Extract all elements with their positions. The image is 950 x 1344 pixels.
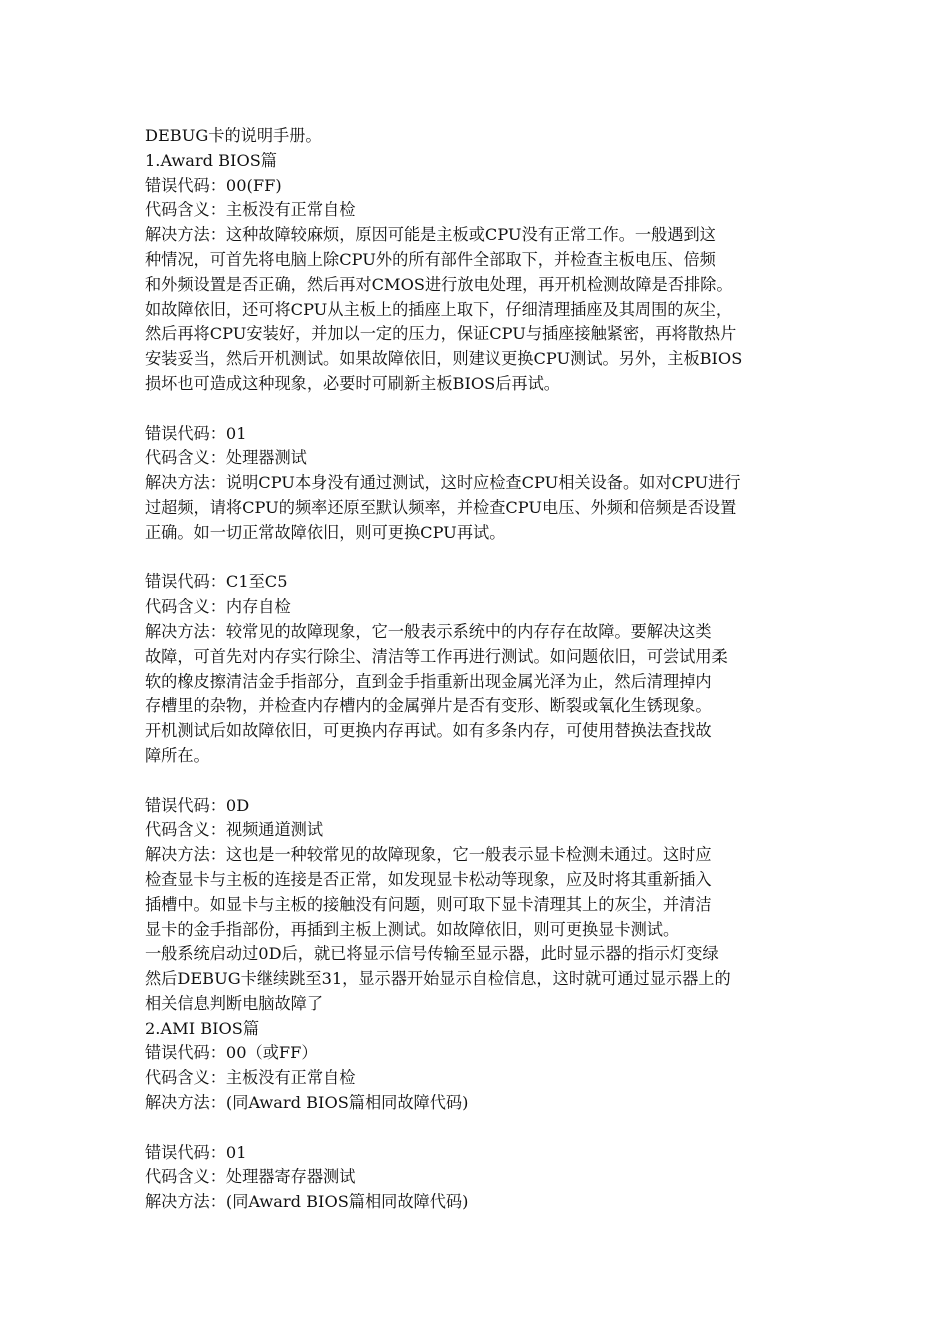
error-code: 错误代码：00（或FF） [145,1043,318,1063]
blank-line [145,769,817,794]
solution-line: 插槽中。如显卡与主板的接触没有问题，则可取下显卡清理其上的灰尘，并清洁 [145,894,712,914]
solution-line: 相关信息判断电脑故障了 [145,993,324,1013]
code-meaning: 代码含义：视频通道测试 [145,820,324,840]
code-meaning: 代码含义：主板没有正常自检 [145,200,356,220]
code-meaning: 代码含义：处理器寄存器测试 [145,1167,356,1187]
blank-line [145,1116,817,1141]
solution-line: 然后再将CPU安装好，并加以一定的压力，保证CPU与插座接触紧密，再将散热片 [145,324,737,344]
section-heading-ami: 2.AMI BIOS篇 [145,1018,260,1038]
solution-line: 如故障依旧，还可将CPU从主板上的插座上取下，仔细清理插座及其周围的灰尘， [145,299,733,319]
solution-line: 解决方法：这种故障较麻烦，原因可能是主板或CPU没有正常工作。一般遇到这 [145,225,716,245]
solution-line: 解决方法：(同Award BIOS篇相同故障代码) [145,1192,469,1212]
solution-line: 解决方法：较常见的故障现象，它一般表示系统中的内存存在故障。要解决这类 [145,621,712,641]
error-code: 错误代码：01 [145,1142,247,1162]
solution-line: 显卡的金手指部份，再插到主板上测试。如故障依旧，则可更换显卡测试。 [145,919,680,939]
section-heading-award: 1.Award BIOS篇 [145,150,277,170]
error-code: 错误代码：0D [145,795,250,815]
error-code: 错误代码：01 [145,423,247,443]
code-meaning: 代码含义：处理器测试 [145,448,307,468]
solution-line: 正确。如一切正常故障依旧，则可更换CPU再试。 [145,522,506,542]
solution-line: 过超频，请将CPU的频率还原至默认频率，并检查CPU电压、外频和倍频是否设置 [145,497,737,517]
solution-line: 故障，可首先对内存实行除尘、清洁等工作再进行测试。如问题依旧，可尝试用柔 [145,646,728,666]
error-code: 错误代码：00(FF) [145,175,282,195]
solution-line: 解决方法：说明CPU本身没有通过测试，这时应检查CPU相关设备。如对CPU进行 [145,473,741,493]
code-meaning: 代码含义：主板没有正常自检 [145,1068,356,1088]
solution-line: 损坏也可造成这种现象，必要时可刷新主板BIOS后再试。 [145,373,560,393]
document-title: DEBUG卡的说明手册。 [145,126,322,145]
solution-line: 障所在。 [145,745,210,765]
solution-line: 检查显卡与主板的连接是否正常，如发现显卡松动等现象，应及时将其重新插入 [145,869,712,889]
solution-line: 安装妥当，然后开机测试。如果故障依旧，则建议更换CPU测试。另外，主板BIOS [145,349,743,369]
code-meaning: 代码含义：内存自检 [145,597,291,617]
error-code: 错误代码：C1至C5 [145,572,288,592]
solution-line: 解决方法：(同Award BIOS篇相同故障代码) [145,1093,469,1113]
solution-line: 软的橡皮擦清洁金手指部分，直到金手指重新出现金属光泽为止，然后清理掉内 [145,671,712,691]
solution-line: 开机测试后如故障依旧，可更换内存再试。如有多条内存，可使用替换法查找故 [145,721,712,741]
solution-line: 解决方法：这也是一种较常见的故障现象，它一般表示显卡检测未通过。这时应 [145,845,712,865]
solution-line: 种情况，可首先将电脑上除CPU外的所有部件全部取下，并检查主板电压、倍频 [145,249,716,269]
document-page [145,124,817,1215]
blank-line [145,546,817,571]
solution-line: 存槽里的杂物，并检查内存槽内的金属弹片是否有变形、断裂或氧化生锈现象。 [145,696,712,716]
solution-line: 一般系统启动过0D后，就已将显示信号传输至显示器，此时显示器的指示灯变绿 [145,944,719,964]
blank-line [145,397,817,422]
solution-line: 和外频设置是否正确，然后再对CMOS进行放电处理，再开机检测故障是否排除。 [145,274,733,294]
solution-line: 然后DEBUG卡继续跳至31，显示器开始显示自检信息，这时就可通过显示器上的 [145,969,731,989]
